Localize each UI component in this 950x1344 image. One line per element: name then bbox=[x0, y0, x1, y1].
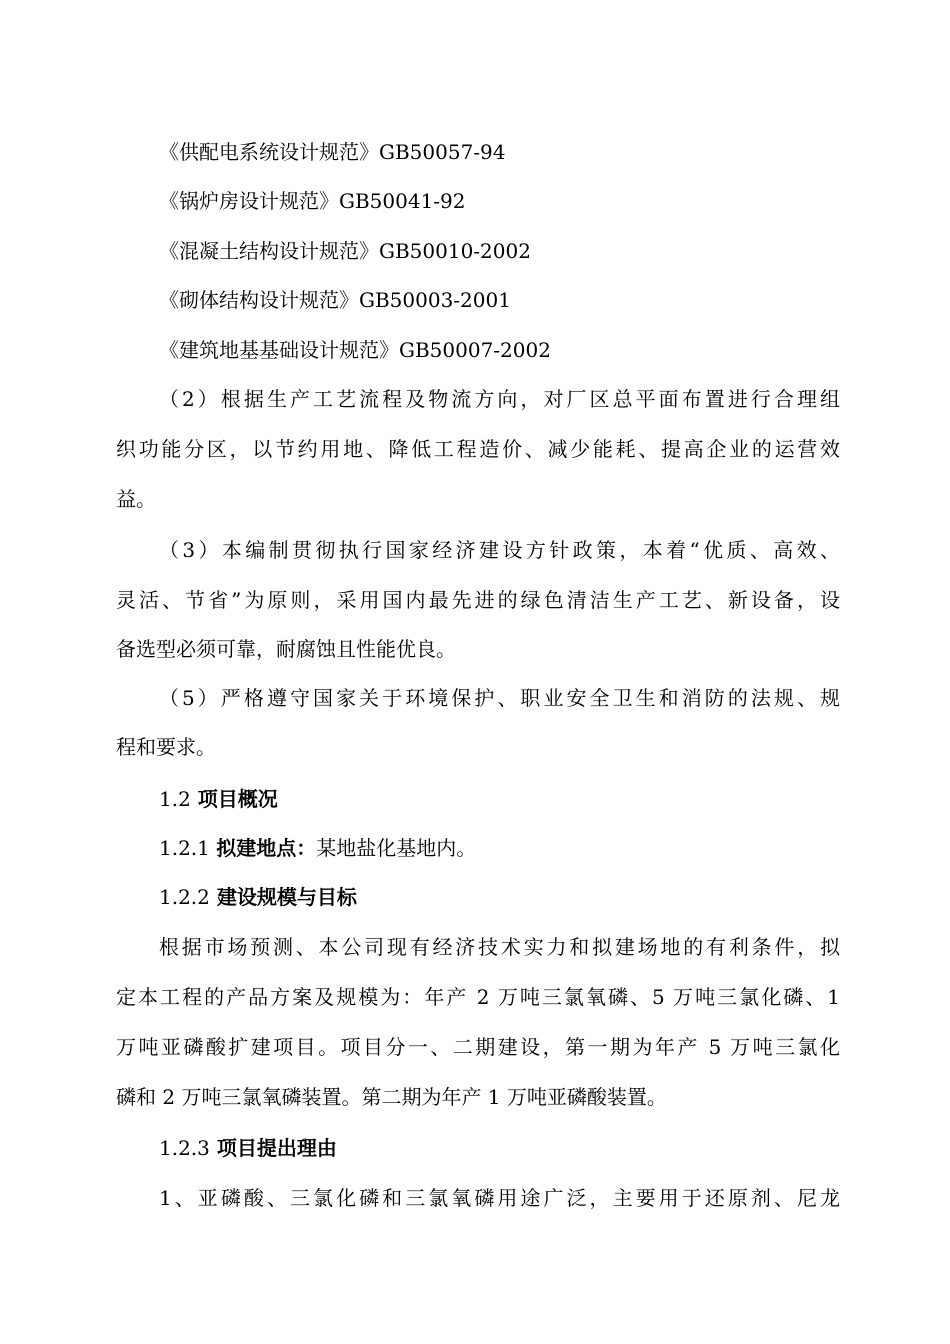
section-title: 项目提出理由 bbox=[216, 1136, 337, 1160]
paragraph-line: 万吨亚磷酸扩建项目。项目分一、二期建设，第一期为年产 5 万吨三氯化 bbox=[116, 1035, 840, 1059]
standard-item: 《砌体结构设计规范》GB50003-2001 bbox=[159, 288, 511, 312]
subsection-heading bbox=[159, 1134, 840, 1162]
paragraph-line: 织功能分区，以节约用地、降低工程造价、减少能耗、提高企业的运营效 bbox=[116, 437, 840, 461]
standard-item: 《锅炉房设计规范》GB50041-92 bbox=[159, 189, 466, 213]
section-title: 拟建地点： bbox=[216, 836, 317, 860]
standard-item: 《混凝土结构设计规范》GB50010-2002 bbox=[159, 239, 531, 263]
section-number: 1.2.2 bbox=[159, 885, 210, 909]
subsection-heading bbox=[159, 883, 840, 911]
paragraph-line: 程和要求。 bbox=[116, 735, 216, 759]
paragraph-line: （5）严格遵守国家关于环境保护、职业安全卫生和消防的法规、规 bbox=[159, 686, 840, 710]
paragraph-line: 备选型必须可靠，耐腐蚀且性能优良。 bbox=[116, 637, 456, 661]
standard-item: 《供配电系统设计规范》GB50057-94 bbox=[159, 140, 506, 164]
section-title: 建设规模与目标 bbox=[216, 885, 357, 909]
section-title: 项目概况 bbox=[197, 787, 278, 811]
paragraph-line: 灵活、节省”为原则，采用国内最先进的绿色清洁生产工艺、新设备，设 bbox=[116, 588, 840, 612]
paragraph-line: （2）根据生产工艺流程及物流方向，对厂区总平面布置进行合理组 bbox=[159, 387, 840, 411]
paragraph-line: 磷和 2 万吨三氯氧磷装置。第二期为年产 1 万吨亚磷酸装置。 bbox=[116, 1085, 667, 1109]
paragraph-line: 1、亚磷酸、三氯化磷和三氯氧磷用途广泛，主要用于还原剂、尼龙 bbox=[159, 1186, 840, 1210]
standard-item: 《建筑地基基础设计规范》GB50007-2002 bbox=[159, 338, 551, 362]
paragraph-line: 定本工程的产品方案及规模为：年产 2 万吨三氯氧磷、5 万吨三氯化磷、1 bbox=[116, 985, 840, 1009]
section-heading bbox=[159, 785, 840, 813]
section-number: 1.2.3 bbox=[159, 1136, 210, 1160]
paragraph-line: 益。 bbox=[116, 487, 156, 511]
section-number: 1.2 bbox=[159, 787, 191, 811]
subsection-heading bbox=[159, 834, 840, 862]
section-number: 1.2.1 bbox=[159, 836, 210, 860]
paragraph-line: 根据市场预测、本公司现有经济技术实力和拟建场地的有利条件，拟 bbox=[159, 935, 840, 959]
paragraph-line: （3）本编制贯彻执行国家经济建设方针政策，本着“优质、高效、 bbox=[159, 538, 840, 562]
section-text: 某地盐化基地内。 bbox=[316, 836, 477, 860]
